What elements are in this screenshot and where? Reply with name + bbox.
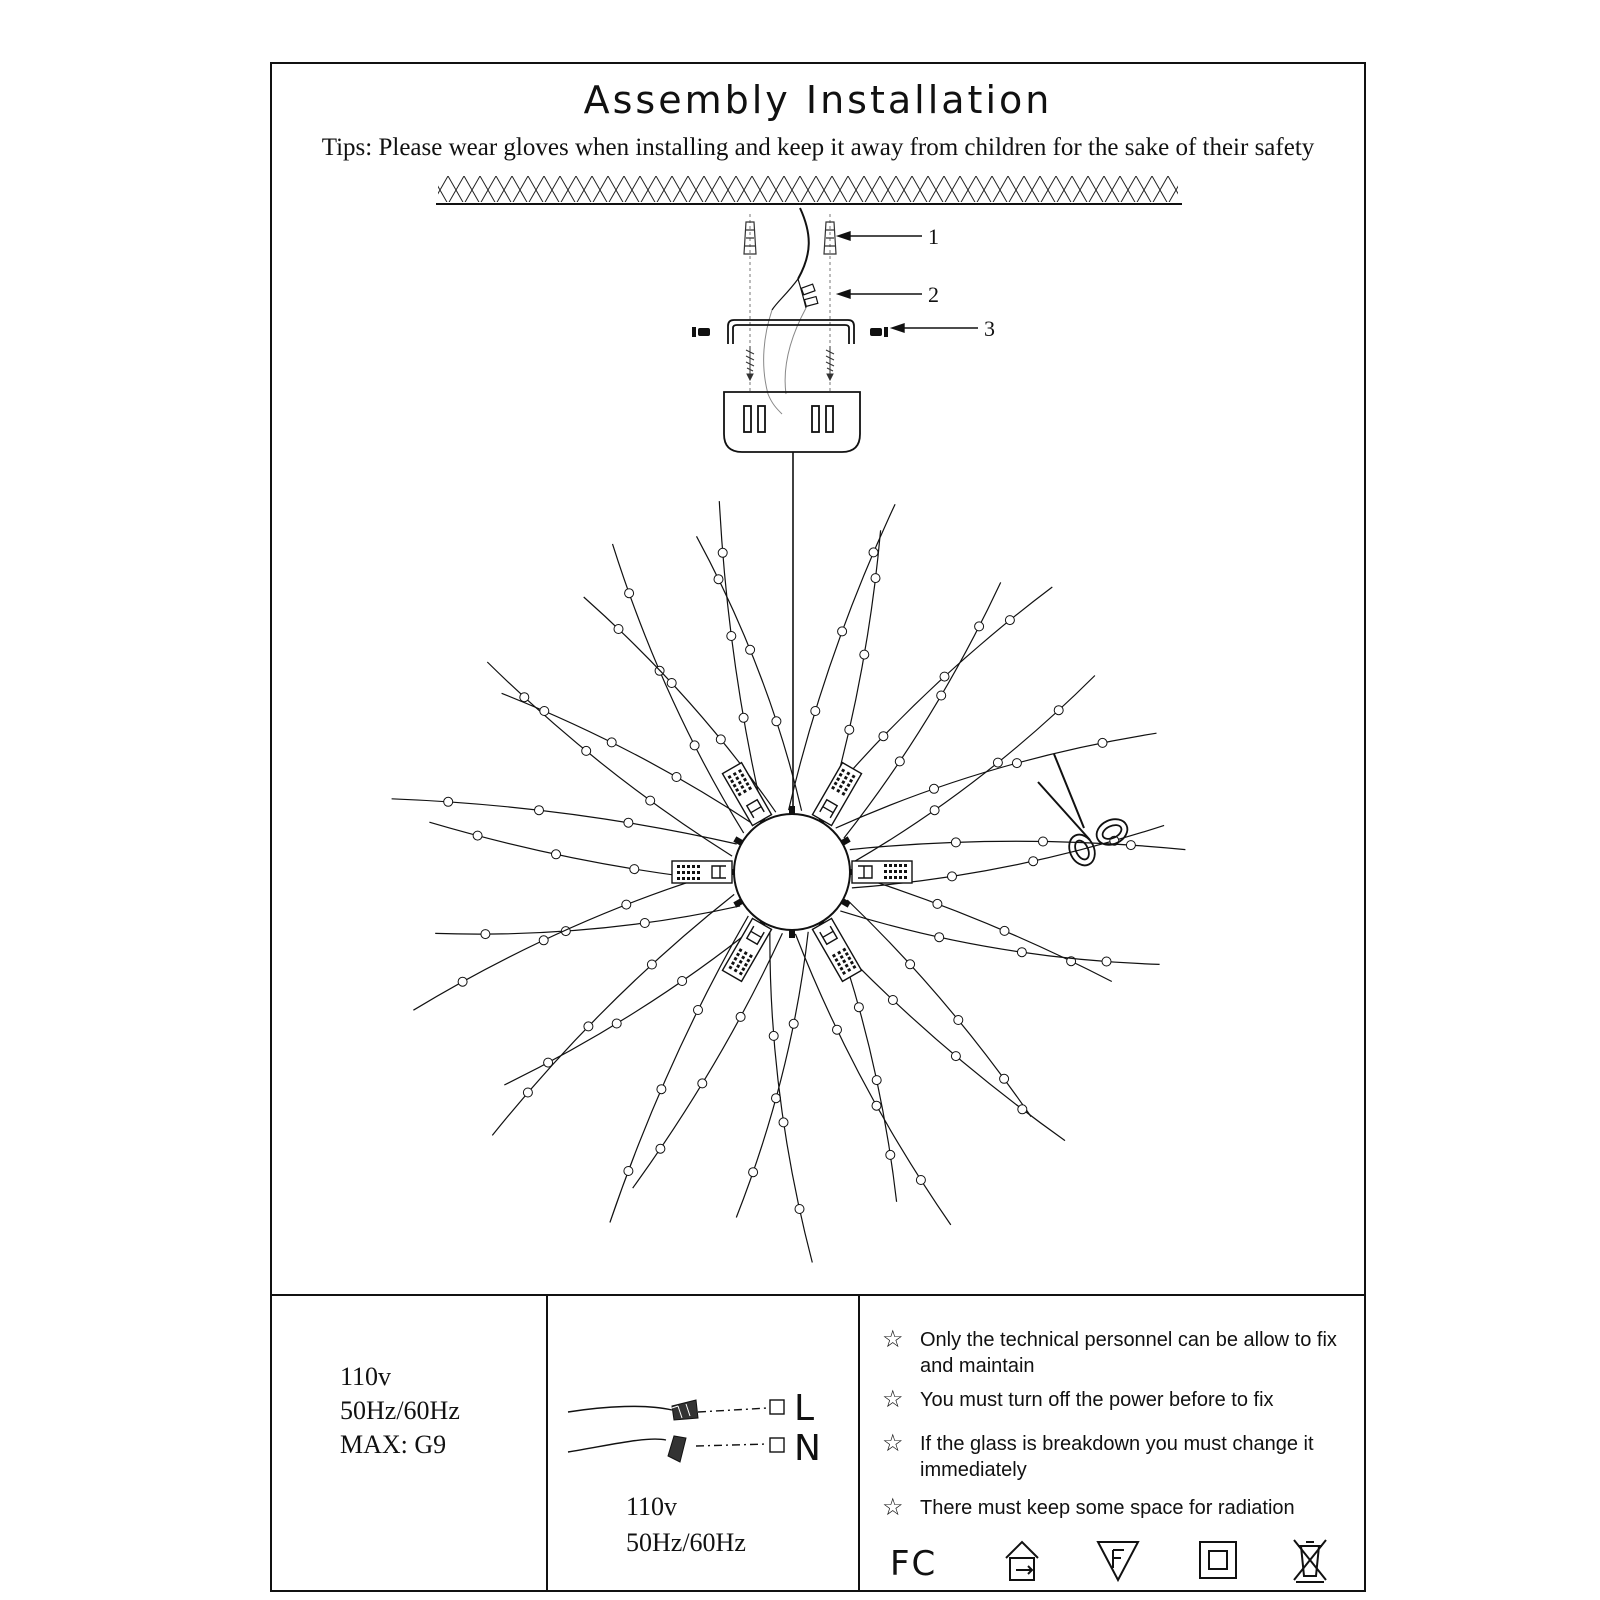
crystal-bead	[1000, 926, 1009, 935]
wiring-diagram	[546, 1296, 860, 1592]
canopy	[724, 392, 860, 452]
crystal-bead	[523, 1088, 532, 1097]
crystal-bead	[625, 589, 634, 598]
crystal-bead	[871, 574, 880, 583]
crystal-bead	[951, 1052, 960, 1061]
crystal-bead	[1017, 948, 1026, 957]
wire-connectors	[801, 284, 817, 306]
crystal-bead	[640, 919, 649, 928]
crystal-bead	[607, 738, 616, 747]
chandelier-arm	[853, 676, 1095, 863]
ceiling	[436, 176, 1182, 204]
crystal-bead	[1054, 706, 1063, 715]
crystal-bead	[772, 1094, 781, 1103]
bulb-holder	[812, 763, 861, 826]
warning-text: Only the technical personnel can be allow to fix and maintain	[920, 1329, 1337, 1377]
chandelier-hub	[734, 814, 850, 930]
crystal-bead	[888, 996, 897, 1005]
supply-cable	[764, 208, 809, 414]
crystal-bead	[933, 899, 942, 908]
crystal-bead	[854, 1003, 863, 1012]
crystal-bead	[1102, 957, 1111, 966]
crystal-bead	[749, 1168, 758, 1177]
canopy-screws	[746, 346, 834, 380]
chandelier-arm	[736, 932, 808, 1218]
chandelier-arm	[487, 662, 732, 856]
wiring-schematic	[546, 1296, 858, 1496]
chandelier-arm	[840, 911, 1159, 965]
crystal-bead	[895, 757, 904, 766]
star-icon: ☆	[882, 1430, 904, 1457]
crystal-bead	[789, 1019, 798, 1028]
crystal-bead	[716, 735, 725, 744]
crystal-bead	[672, 773, 681, 782]
arm-socket	[789, 930, 795, 938]
crystal-bead	[582, 746, 591, 755]
spec-bulb: MAX: G9	[340, 1430, 447, 1459]
crystal-bead	[937, 691, 946, 700]
callout-leaders	[838, 232, 978, 332]
crystal-bead	[845, 725, 854, 734]
crystal-bead	[657, 1085, 666, 1094]
callout-2: 2	[928, 282, 939, 307]
crystal-bead	[736, 1012, 745, 1021]
double-insulation-icon	[1200, 1542, 1236, 1578]
mounting-bracket	[728, 320, 854, 344]
safety-warnings	[860, 1296, 1364, 1592]
bulb-holder	[852, 861, 912, 883]
wire-label-neutral: N	[794, 1428, 821, 1469]
crystal-bead	[552, 850, 561, 859]
crystal-bead	[539, 936, 548, 945]
star-icon: ☆	[882, 1494, 904, 1521]
chandelier-arm	[413, 869, 730, 1010]
crystal-bead	[811, 707, 820, 716]
crystal-bead	[1000, 1074, 1009, 1083]
crystal-bead	[879, 732, 888, 741]
crystal-bead	[860, 650, 869, 659]
assembly-diagram	[272, 64, 1364, 1294]
instruction-sheet	[270, 62, 1366, 1592]
wall-anchors	[744, 222, 836, 254]
chandelier-arm	[844, 582, 1001, 838]
crystal-bead	[872, 1076, 881, 1085]
crystal-bead	[647, 960, 656, 969]
crystal-bead	[948, 872, 957, 881]
crystal-bead	[614, 625, 623, 634]
crystal-bead	[869, 548, 878, 557]
crystal-bead	[622, 900, 631, 909]
crystal-bead	[930, 806, 939, 815]
crystal-bead	[630, 865, 639, 874]
wiring-frequency: 50Hz/60Hz	[626, 1528, 746, 1557]
f-mark-icon	[1098, 1542, 1138, 1580]
crystal-bead	[667, 679, 676, 688]
info-panel	[272, 1294, 1364, 1592]
indoor-use-icon	[1006, 1542, 1038, 1580]
crystal-bead	[694, 1006, 703, 1015]
star-icon: ☆	[882, 1386, 904, 1413]
crystal-bead	[458, 977, 467, 986]
crystal-bead	[872, 1101, 881, 1110]
crystal-bead	[916, 1176, 925, 1185]
callout-1: 1	[928, 224, 939, 249]
crystal-bead	[930, 784, 939, 793]
chandelier-arm	[502, 693, 753, 824]
crystal-bead	[769, 1031, 778, 1040]
crystal-bead	[1018, 1105, 1027, 1114]
crystal-bead	[886, 1150, 895, 1159]
crystal-bead	[678, 977, 687, 986]
crystal-bead	[481, 930, 490, 939]
chandelier	[392, 501, 1186, 1262]
crystal-bead	[535, 806, 544, 815]
crystal-bead	[993, 758, 1002, 767]
bracket-screws	[692, 327, 888, 337]
anchor-guides	[750, 214, 830, 394]
electrical-spec	[272, 1296, 548, 1592]
crystal-bead	[1126, 841, 1135, 850]
crystal-bead	[1098, 738, 1107, 747]
certification-icons	[860, 1532, 1360, 1592]
scissors-icon	[1038, 754, 1132, 870]
crystal-bead	[1012, 759, 1021, 768]
crystal-bead	[1005, 616, 1014, 625]
crystal-bead	[444, 797, 453, 806]
crystal-bead	[746, 645, 755, 654]
crystal-bead	[690, 741, 699, 750]
crystal-bead	[698, 1079, 707, 1088]
crystal-bead	[473, 831, 482, 840]
crystal-bead	[795, 1205, 804, 1214]
warning-text: If the glass is breakdown you must change it immediately	[920, 1433, 1314, 1481]
crystal-bead	[718, 548, 727, 557]
crystal-bead	[612, 1019, 621, 1028]
crystal-bead	[935, 933, 944, 942]
spec-frequency: 50Hz/60Hz	[340, 1396, 460, 1425]
crystal-bead	[1029, 857, 1038, 866]
crystal-bead	[646, 796, 655, 805]
crystal-bead	[624, 1167, 633, 1176]
crystal-bead	[833, 1025, 842, 1034]
bulb-holder	[722, 763, 771, 826]
crystal-bead	[954, 1016, 963, 1025]
safety-tips: Tips: Please wear gloves when installing and keep it away from children for the sake of their safety	[321, 134, 1315, 161]
weee-bin-icon	[1294, 1540, 1326, 1582]
crystal-bead	[624, 818, 633, 827]
crystal-bead	[520, 693, 529, 702]
chandelier-arm	[613, 544, 744, 833]
chandelier-arm	[392, 799, 737, 844]
crystal-bead	[584, 1022, 593, 1031]
crystal-bead	[940, 672, 949, 681]
chandelier-arm	[836, 733, 1157, 828]
wire-label-live: L	[794, 1388, 815, 1429]
chandelier-arm	[504, 924, 758, 1085]
crystal-bead	[1039, 837, 1048, 846]
crystal-bead	[714, 575, 723, 584]
page-title: Assembly Installation	[583, 78, 1053, 122]
fc-mark: FC	[890, 1544, 938, 1584]
star-icon: ☆	[882, 1326, 904, 1353]
crystal-bead	[727, 632, 736, 641]
callout-3: 3	[984, 316, 995, 341]
bulb-holder	[812, 918, 861, 981]
crystal-bead	[975, 622, 984, 631]
crystal-bead	[656, 1144, 665, 1153]
warning-text: You must turn off the power before to fix	[920, 1389, 1274, 1411]
crystal-bead	[739, 713, 748, 722]
warning-text: There must keep some space for radiation	[920, 1497, 1295, 1519]
crystal-bead	[540, 707, 549, 716]
bulb-holder	[672, 861, 732, 883]
chandelier-arm	[820, 927, 1065, 1140]
crystal-bead	[951, 838, 960, 847]
arm-socket	[789, 806, 795, 814]
chandelier-arm	[697, 536, 802, 810]
wiring-voltage: 110v	[626, 1492, 678, 1521]
spec-voltage: 110v	[340, 1362, 392, 1391]
crystal-bead	[772, 717, 781, 726]
crystal-bead	[779, 1118, 788, 1127]
crystal-bead	[906, 960, 915, 969]
crystal-bead	[838, 627, 847, 636]
